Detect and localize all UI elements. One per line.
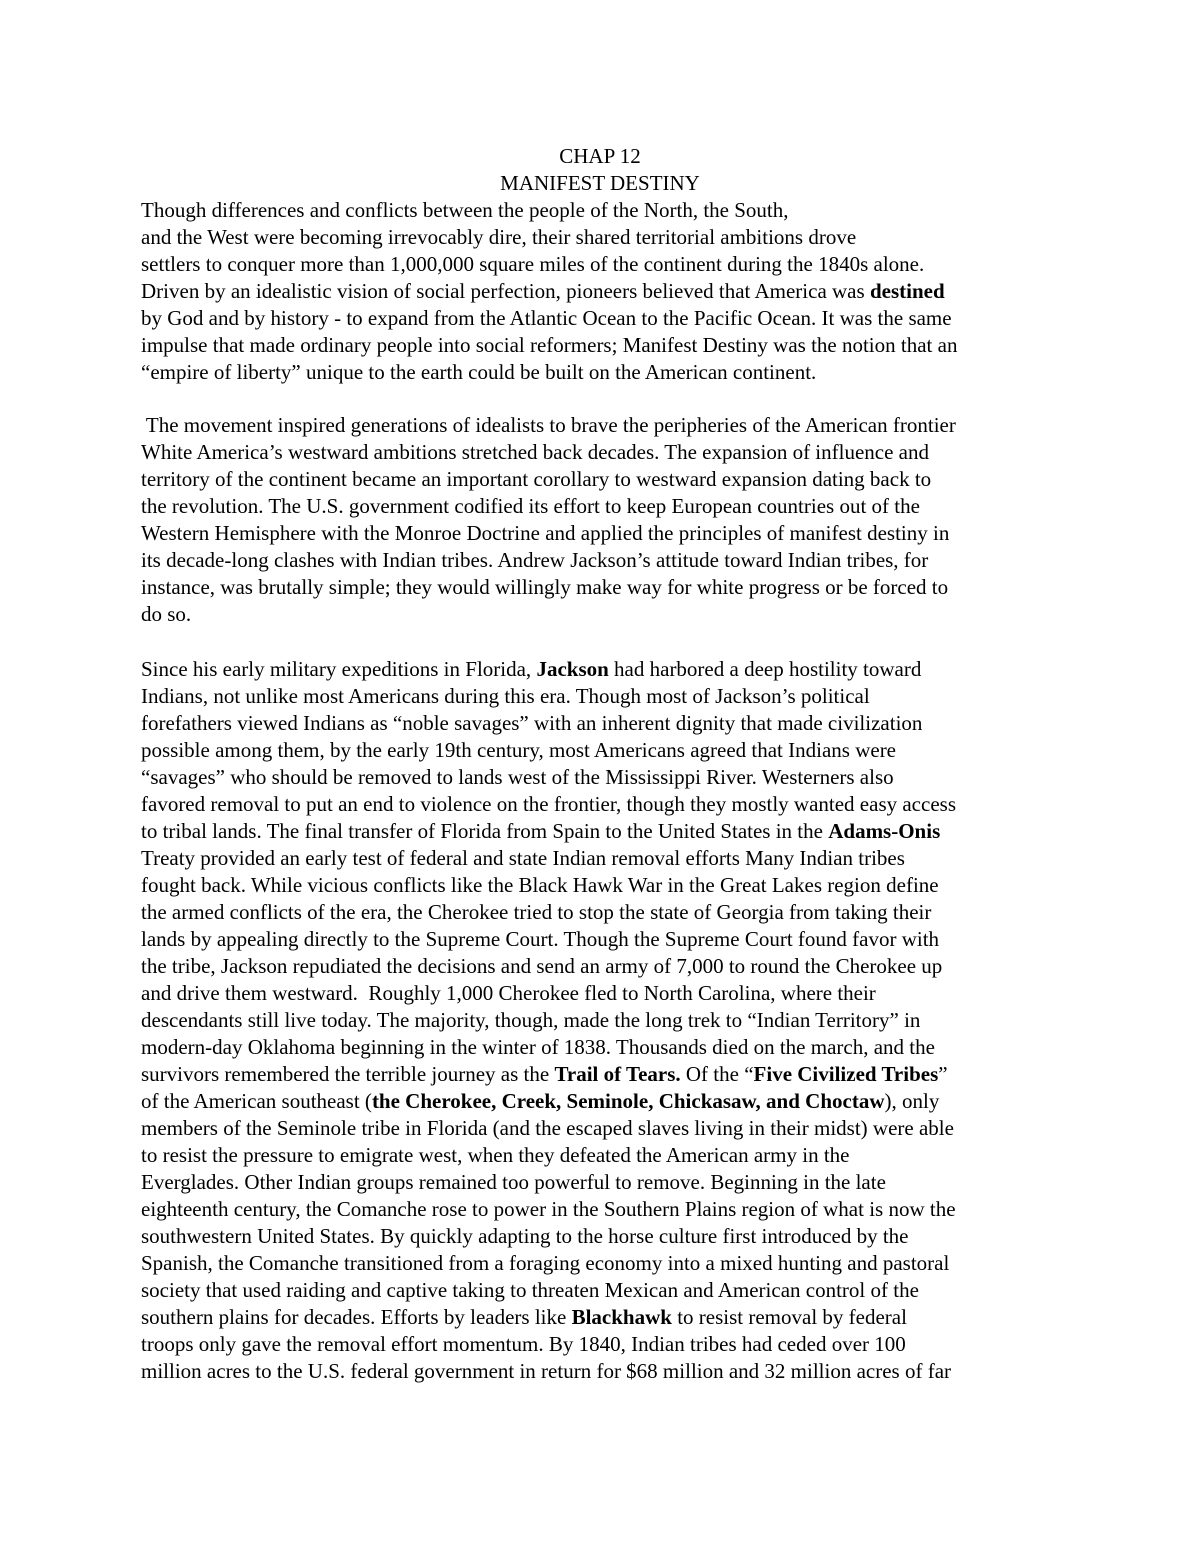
- text-line: [141, 1007, 1071, 1034]
- bold-term: Jackson: [536, 657, 609, 681]
- text-line: [141, 332, 1071, 359]
- text-line: [141, 791, 1071, 818]
- text-line: [141, 818, 1071, 845]
- text-line: [141, 710, 1071, 737]
- text-line: [141, 1304, 1071, 1331]
- text-run: the revolution. The U.S. government codified its effort to keep European countries out of the: [141, 494, 920, 518]
- text-line: [141, 1088, 1071, 1115]
- text-line: [141, 1169, 1071, 1196]
- text-line: [141, 764, 1071, 791]
- text-line: [141, 926, 1071, 953]
- text-run: favored removal to put an end to violence on the frontier, though they mostly wanted easy access: [141, 792, 956, 816]
- text-run: The movement inspired generations of idealists to brave the peripheries of the American frontier: [141, 413, 956, 437]
- text-run: southwestern United States. By quickly adapting to the horse culture first introduced by the: [141, 1224, 909, 1248]
- text-line: [141, 899, 1071, 926]
- text-line: [141, 737, 1071, 764]
- text-run: lands by appealing directly to the Supreme Court. Though the Supreme Court found favor with: [141, 927, 940, 951]
- text-line: [141, 224, 1071, 251]
- bold-term: Blackhawk: [571, 1305, 672, 1329]
- text-line: [141, 466, 1071, 493]
- text-line: [141, 1223, 1071, 1250]
- text-line: [141, 574, 1071, 601]
- text-line: [141, 1250, 1071, 1277]
- text-run: survivors remembered the terrible journey as the: [141, 1062, 555, 1086]
- text-run: to resist removal by federal: [671, 1305, 907, 1329]
- text-line: [141, 845, 1071, 872]
- text-run: Everglades. Other Indian groups remained too powerful to remove. Beginning in the late: [141, 1170, 886, 1194]
- text-line: [141, 1142, 1071, 1169]
- bold-term: the Cherokee, Creek, Seminole, Chickasaw, and Choctaw: [371, 1089, 885, 1113]
- text-line: [141, 1115, 1071, 1142]
- paragraph-indian-removal: [141, 656, 1071, 1385]
- text-line: [141, 601, 1071, 628]
- text-run: the tribe, Jackson repudiated the decisions and send an army of 7,000 to round the Cherokee up: [141, 954, 943, 978]
- text-run: Since his early military expeditions in Florida,: [141, 657, 537, 681]
- text-run: territory of the continent became an important corollary to westward expansion dating back to: [141, 467, 932, 491]
- text-line: [141, 1034, 1071, 1061]
- text-run: Spanish, the Comanche transitioned from a foraging economy into a mixed hunting and pastoral: [141, 1251, 950, 1275]
- text-line: [141, 953, 1071, 980]
- text-run: “savages” who should be removed to lands west of the Mississippi River. Westerners also: [141, 765, 894, 789]
- text-run: members of the Seminole tribe in Florida (and the escaped slaves living in their midst) were able: [141, 1116, 954, 1140]
- text-run: had harbored a deep hostility toward: [608, 657, 922, 681]
- text-line: [141, 439, 1071, 466]
- text-run: to tribal lands. The final transfer of Florida from Spain to the United States in the: [141, 819, 829, 843]
- text-run: “empire of liberty” unique to the earth could be built on the American continent.: [141, 360, 817, 384]
- text-line: [141, 1358, 1071, 1385]
- text-run: ), only: [884, 1089, 940, 1113]
- text-run: Treaty provided an early test of federal and state Indian removal efforts Many Indian tribes: [141, 846, 905, 870]
- bold-term: destined: [869, 279, 945, 303]
- text-run: of the American southeast (: [141, 1089, 372, 1113]
- bold-term: Five Civilized Tribes: [753, 1062, 939, 1086]
- text-line: [141, 493, 1071, 520]
- paragraph-intro: [141, 197, 1071, 386]
- text-run: Indians, not unlike most Americans during this era. Though most of Jackson’s political: [141, 684, 870, 708]
- text-run: descendants still live today. The majority, though, made the long trek to “Indian Territory” in: [141, 1008, 921, 1032]
- text-line: [141, 547, 1071, 574]
- text-line: [141, 1061, 1071, 1088]
- bold-term: Adams-Onis: [828, 819, 941, 843]
- text-run: settlers to conquer more than 1,000,000 square miles of the continent during the 1840s alone.: [141, 252, 925, 276]
- text-line: [141, 1331, 1071, 1358]
- text-line: [141, 656, 1071, 683]
- text-run: modern-day Oklahoma beginning in the winter of 1838. Thousands died on the march, and the: [141, 1035, 935, 1059]
- text-run: Western Hemisphere with the Monroe Doctrine and applied the principles of manifest destiny in: [141, 521, 950, 545]
- text-line: [141, 1196, 1071, 1223]
- text-run: instance, was brutally simple; they would willingly make way for white progress or be forced to: [141, 575, 949, 599]
- text-run: forefathers viewed Indians as “noble savages” with an inherent dignity that made civilization: [141, 711, 923, 735]
- text-run: and the West were becoming irrevocably dire, their shared territorial ambitions drove: [141, 225, 857, 249]
- text-run: Of the “: [680, 1062, 754, 1086]
- text-run: and drive them westward. Roughly 1,000 Cherokee fled to North Carolina, where their: [141, 981, 876, 1005]
- text-run: southern plains for decades. Efforts by leaders like: [141, 1305, 572, 1329]
- text-run: million acres to the U.S. federal government in return for $68 million and 32 million acres of far: [141, 1359, 952, 1383]
- chapter-title: MANIFEST DESTINY: [500, 171, 700, 195]
- text-line: [141, 980, 1071, 1007]
- chapter-heading: CHAP 12: [559, 144, 641, 168]
- text-run: impulse that made ordinary people into social reformers; Manifest Destiny was the notion that an: [141, 333, 958, 357]
- paragraph-westward-ambitions: [141, 412, 1071, 628]
- text-run: ”: [938, 1062, 948, 1086]
- text-line: [141, 251, 1071, 278]
- text-run: by God and by history - to expand from the Atlantic Ocean to the Pacific Ocean. It was the same: [141, 306, 952, 330]
- text-run: the armed conflicts of the era, the Cherokee tried to stop the state of Georgia from taking their: [141, 900, 932, 924]
- bold-term: Trail of Tears.: [554, 1062, 681, 1086]
- text-run: its decade-long clashes with Indian tribes. Andrew Jackson’s attitude toward Indian tribes, for: [141, 548, 929, 572]
- text-line: [141, 872, 1071, 899]
- text-run: Driven by an idealistic vision of social perfection, pioneers believed that America was: [141, 279, 870, 303]
- text-run: troops only gave the removal effort momentum. By 1840, Indian tribes had ceded over 100: [141, 1332, 906, 1356]
- text-run: society that used raiding and captive taking to threaten Mexican and American control of the: [141, 1278, 919, 1302]
- text-line: [141, 520, 1071, 547]
- text-run: do so.: [141, 602, 192, 626]
- text-run: possible among them, by the early 19th century, most Americans agreed that Indians were: [141, 738, 897, 762]
- text-line: [141, 278, 1071, 305]
- text-line: [141, 412, 1071, 439]
- text-run: Though differences and conflicts between the people of the North, the South,: [141, 198, 789, 222]
- text-run: fought back. While vicious conflicts like the Black Hawk War in the Great Lakes region define: [141, 873, 939, 897]
- text-run: to resist the pressure to emigrate west, when they defeated the American army in the: [141, 1143, 850, 1167]
- text-line: [141, 197, 1071, 224]
- text-line: [141, 305, 1071, 332]
- text-run: eighteenth century, the Comanche rose to power in the Southern Plains region of what is now the: [141, 1197, 956, 1221]
- text-run: White America’s westward ambitions stretched back decades. The expansion of influence and: [141, 440, 930, 464]
- text-line: [141, 683, 1071, 710]
- text-line: [141, 359, 1071, 386]
- text-line: [141, 1277, 1071, 1304]
